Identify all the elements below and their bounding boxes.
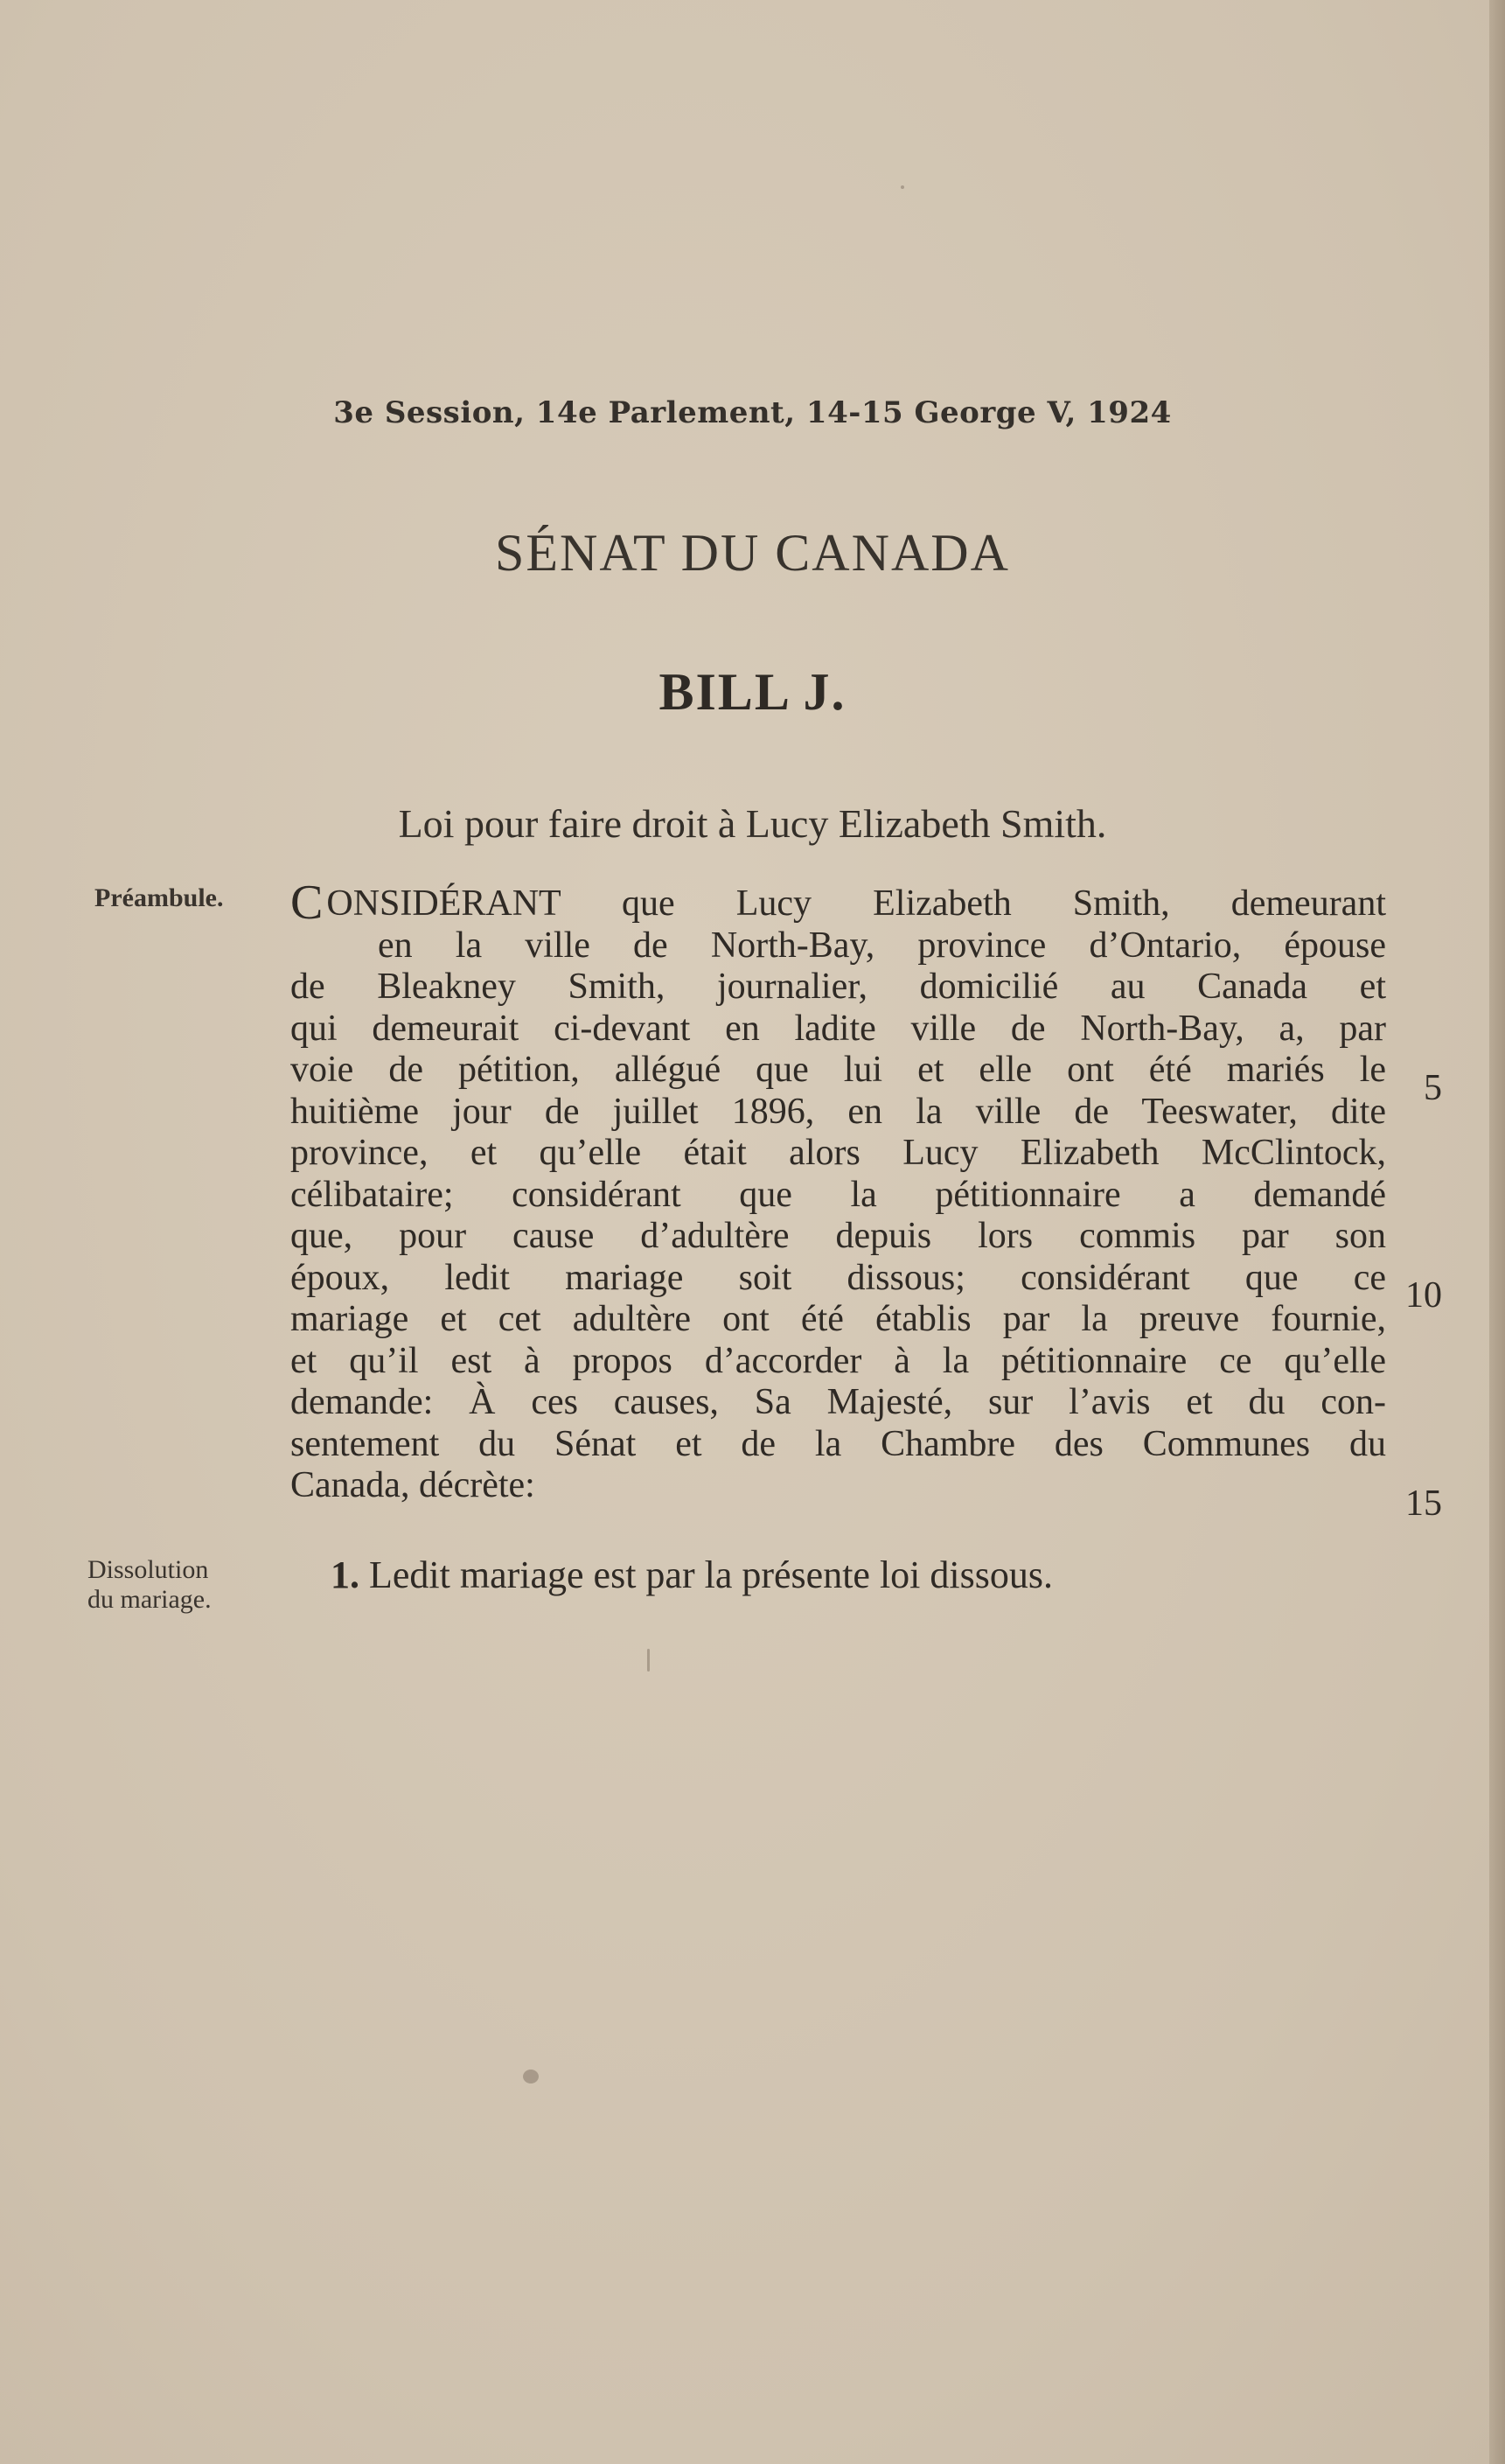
preamble-line-2: en la ville de North-Bay, province d’Ontario, épouse: [378, 925, 1386, 966]
preamble-line-6: huitième jour de juillet 1896, en la ville de Teeswater, dite: [290, 1091, 1386, 1132]
preamble-line-12: et qu’il est à propos d’accorder à la pétitionnaire ce qu’elle: [290, 1340, 1386, 1381]
preamble-line-7: province, et qu’elle était alors Lucy Elizabeth McClintock,: [290, 1133, 1386, 1173]
preamble-line-9: que, pour cause d’adultère depuis lors commis par son: [290, 1216, 1386, 1256]
section-1-number: 1.: [331, 1553, 359, 1596]
preamble-line-1: C ONSIDÉRANT que Lucy Elizabeth Smith, demeurant: [290, 876, 1386, 930]
margin-note-preamble: Préambule.: [94, 883, 224, 912]
preamble-line-3: de Bleakney Smith, journalier, domicilié au Canada et: [290, 967, 1386, 1007]
preamble-line-15: Canada, décrète:: [290, 1465, 535, 1505]
preamble-line-13: demande: À ces causes, Sa Majesté, sur l’avis et du con-: [290, 1382, 1386, 1422]
bill-title: Loi pour faire droit à Lucy Elizabeth Smith.: [398, 801, 1107, 846]
margin-note-dissolution-line1: Dissolution: [87, 1555, 209, 1584]
section-1-text: Ledit mariage est par la présente loi dissous.: [369, 1553, 1053, 1596]
bill-heading: BILL J.: [658, 663, 847, 721]
preamble-line-8: célibataire; considérant que la pétitionnaire a demandé: [290, 1174, 1386, 1215]
chamber-heading: SÉNAT DU CANADA: [495, 524, 1010, 582]
line-number-15: 15: [1405, 1483, 1442, 1524]
page-edge: [1489, 0, 1505, 2464]
preamble-line-4: qui demeurait ci-devant en ladite ville de North-Bay, a, par: [290, 1008, 1386, 1049]
preamble-line-5: voie de pétition, allégué que lui et elle ont été mariés le: [290, 1050, 1386, 1090]
preamble-line-11: mariage et cet adultère ont été établis par la preuve fournie,: [290, 1299, 1386, 1339]
session-header: 3e Session, 14e Parlement, 14-15 George V, 1924: [333, 395, 1172, 430]
preamble-line-14: sentement du Sénat et de la Chambre des Communes du: [290, 1423, 1386, 1464]
dropcap: C: [290, 876, 324, 930]
paper-speck: [523, 2070, 539, 2084]
margin-note-dissolution-line2: du mariage.: [87, 1585, 212, 1614]
margin-note-dissolution: [87, 1555, 212, 1615]
line-number-10: 10: [1405, 1275, 1442, 1316]
preamble-line-10: époux, ledit mariage soit dissous; considérant que ce: [290, 1257, 1386, 1298]
preamble-text: [290, 876, 1386, 1507]
line-number-5: 5: [1424, 1068, 1442, 1108]
paper-speck: [647, 1649, 650, 1672]
paper-speck: [901, 185, 904, 189]
section-1: [331, 1553, 1053, 1597]
